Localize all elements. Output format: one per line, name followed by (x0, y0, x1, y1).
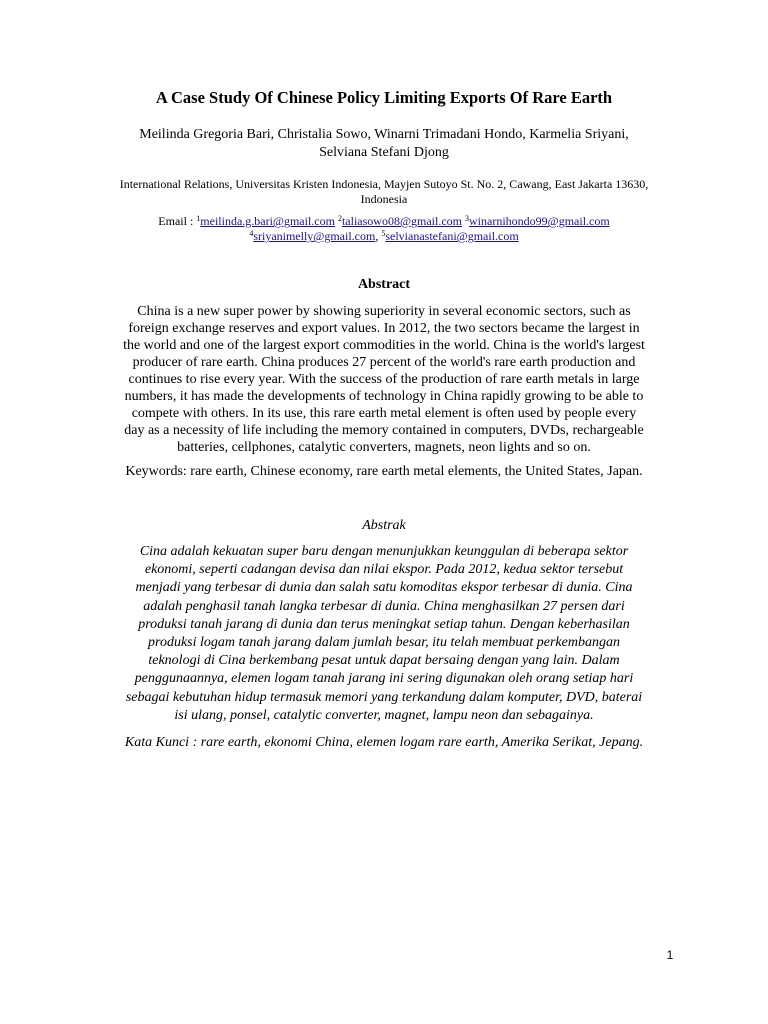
abstrak-line: produksi tanah jarang di dunia dan terus meningkat setiap tahun. Dengan keberhasilan (138, 616, 630, 632)
email-link[interactable]: selvianastefani@gmail.com (385, 229, 519, 243)
abstrak-line: Cina adalah kekuatan super baru dengan menunjukkan keunggulan di beberapa sektor (139, 544, 629, 559)
abstract-line: day as a necessity of life including the memory contained in computers, DVDs, rechargeable (124, 423, 644, 438)
abstract-heading: Abstract (357, 277, 411, 292)
abstrak-line: ekonomi, seperti cadangan devisa dan nilai ekspor. Pada 2012, kedua sektor tersebut (144, 562, 624, 578)
abstrak-line: produksi logam tanah jarang dalam jumlah besar, itu telah membuat perkembangan (148, 635, 620, 651)
abstract-line: producer of rare earth. China produces 27 percent of the world's rare earth production and (132, 355, 636, 370)
abstrak-line: menjadi yang terbesar di dunia dan salah satu komoditas ekspor terbesar di dunia. Cina (135, 580, 633, 596)
email-sup: 2 (337, 214, 342, 223)
abstrak-line: teknologi di Cina berkembang pesat untuk dapat bersaing dengan yang lain. Dalam (148, 653, 620, 669)
email-block (90, 214, 678, 244)
abstract-line: compete with others. In its use, this rare earth metal element is often used by people every (131, 406, 637, 421)
email-line: $^4$sriyanimelly@gmail.com, $^5$selvianastefani@gmail.com (249, 229, 519, 243)
paper-title: A Case Study Of Chinese Policy Limiting Exports Of Rare Earth (155, 88, 613, 107)
author-list (90, 126, 678, 162)
email-sup: 3 (465, 214, 469, 223)
email-link[interactable]: meilinda.g.bari@gmail.com (200, 214, 335, 228)
author-line: Meilinda Gregoria Bari, Christalia Sowo, Winarni Trimadani Hondo, Karmelia Sriyani, (139, 127, 629, 142)
abstract-line: foreign exchange reserves and export values. In 2012, the two sectors became the largest in (128, 321, 640, 336)
abstrak-line: penggunaannya, elemen logam tanah jarang ini sering digunakan oleh orang setiap hari (134, 671, 634, 687)
abstrak-line: sebagai kebutuhan hidup termasuk memori yang terkandung dalam komputer, DVD, baterai (125, 689, 643, 705)
email-sup: 1 (196, 214, 201, 223)
email-link[interactable]: taliasowo08@gmail.com (341, 214, 462, 228)
email-label: Email : (158, 214, 197, 228)
email-sup: 4 (249, 229, 254, 238)
abstrak-line: isi ulang, ponsel, catalytic converter, magnet, lampu neon dan sebagainya. (174, 707, 594, 723)
affiliation-line: Indonesia (360, 192, 408, 206)
abstract-line: the world and one of the largest export commodities in the world. China is the world's largest (123, 338, 645, 353)
email-link[interactable]: sriyanimelly@gmail.com (253, 229, 376, 243)
abstract-line: numbers, it has made the developments of technology in China rapidly growing to be able to (124, 389, 644, 404)
affiliation (84, 177, 684, 207)
abstrak-body (94, 543, 674, 725)
abstrak-line: adalah penghasil tanah langka terbesar di dunia. China menghasilkan 27 persen dari (143, 598, 625, 614)
email-sup: 5 (381, 229, 386, 238)
email-line (90, 214, 678, 229)
affiliation-line: International Relations, Universitas Kristen Indonesia, Mayjen Sutoyo St. No. 2, Cawang, East Jakarta 13630, (119, 177, 649, 191)
abstrak-heading: Abstrak (362, 518, 406, 533)
abstract-body (94, 303, 674, 456)
email-link[interactable]: winarnihondo99@gmail.com (469, 214, 610, 228)
keywords: Keywords: rare earth, Chinese economy, rare earth metal elements, the United States, Japan. (125, 464, 643, 479)
page-number: 1 (666, 948, 674, 962)
abstract-line: continues to rise every year. With the success of the production of rare earth metals in large (128, 372, 640, 387)
abstract-line: China is a new super power by showing superiority in several economic sectors, such as (137, 304, 631, 319)
author-line: Selviana Stefani Djong (319, 145, 449, 160)
kata-kunci: Kata Kunci : rare earth, ekonomi China, elemen logam rare earth, Amerika Serikat, Jepang. (124, 735, 644, 750)
abstract-line: batteries, cellphones, catalytic converters, magnets, neon lights and so on. (177, 440, 591, 455)
